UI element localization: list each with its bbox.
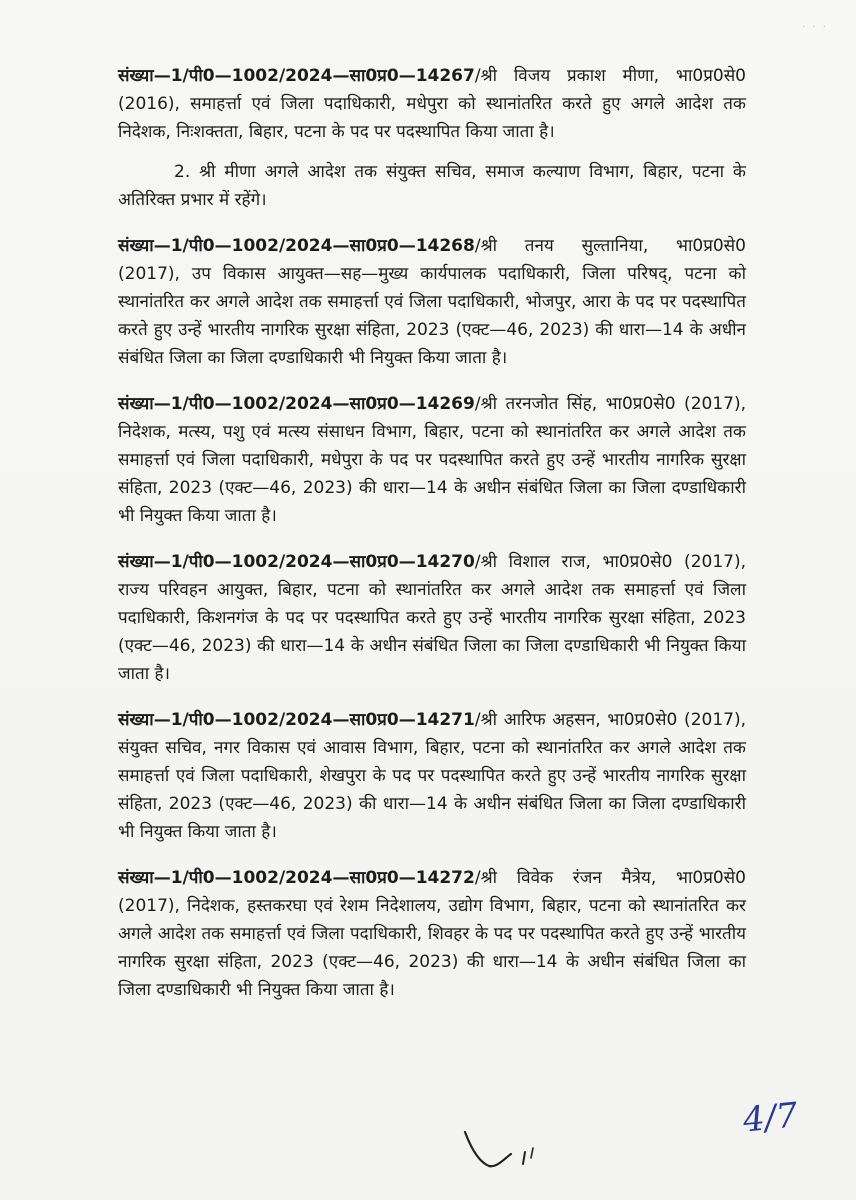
scan-smudge: · · · xyxy=(802,22,828,33)
order-number: संख्या—1/पी0—1002/2024—सा0प्र0—14267 xyxy=(118,66,475,86)
page-number-handwritten: 4/7 xyxy=(741,1095,800,1141)
order-block xyxy=(118,548,746,688)
order-number: संख्या—1/पी0—1002/2024—सा0प्र0—14268 xyxy=(118,236,475,256)
order-paragraph xyxy=(118,232,746,372)
order-paragraph xyxy=(118,62,746,146)
order-block xyxy=(118,864,746,1004)
order-text: /श्री विशाल राज, भा0प्र0से0 (2017), राज्य परिवहन आयुक्त, बिहार, पटना को स्थानांतरित कर अगले आदेश तक समाहर्त्ता एवं जिला पदाधिकारी, किशनगंज के पद पर पदस्थापित करते हुए उन्हें भारतीय नागरिक सुरक्षा संहिता, 2023 (एक्ट—46, 2023) की धारा—14 के अधीन संबंधित जिला का जिला दण्डाधिकारी भी नियुक्त किया जाता है। xyxy=(118,552,746,684)
order-text: /श्री तनय सुल्तानिया, भा0प्र0से0 (2017), उप विकास आयुक्त—सह—मुख्य कार्यपालक पदाधिकारी, जिला परिषद्, पटना को स्थानांतरित कर अगले आदेश तक समाहर्त्ता एवं जिला पदाधिकारी, भोजपुर, आरा के पद पर पदस्थापित करते हुए उन्हें भारतीय नागरिक सुरक्षा संहिता, 2023 (एक्ट—46, 2023) की धारा—14 के अधीन संबंधित जिला का जिला दण्डाधिकारी भी नियुक्त किया जाता है। xyxy=(118,236,746,368)
signature-mark xyxy=(455,1118,565,1178)
order-block xyxy=(118,390,746,530)
order-paragraph xyxy=(118,864,746,1004)
order-text: /श्री आरिफ अहसन, भा0प्र0से0 (2017), संयुक्त सचिव, नगर विकास एवं आवास विभाग, बिहार, पटना को स्थानांतरित कर अगले आदेश तक समाहर्त्ता एवं जिला पदाधिकारी, शेखपुरा के पद पर पदस्थापित करते हुए उन्हें भारतीय नागरिक सुरक्षा संहिता, 2023 (एक्ट—46, 2023) की धारा—14 के अधीन संबंधित जिला का जिला दण्डाधिकारी भी नियुक्त किया जाता है। xyxy=(118,710,746,842)
orders-body xyxy=(118,62,746,1022)
order-block xyxy=(118,62,746,214)
order-text: /श्री विजय प्रकाश मीणा, भा0प्र0से0 (2016), समाहर्त्ता एवं जिला पदाधिकारी, मधेपुरा को स्थानांतरित करते हुए अगले आदेश तक निदेशक, निःशक्तता, बिहार, पटना के पद पर पदस्थापित किया जाता है। xyxy=(118,66,746,142)
order-block xyxy=(118,232,746,372)
order-number: संख्या—1/पी0—1002/2024—सा0प्र0—14269 xyxy=(118,394,475,414)
order-number: संख्या—1/पी0—1002/2024—सा0प्र0—14270 xyxy=(118,552,475,572)
order-block xyxy=(118,706,746,846)
order-text: /श्री तरनजोत सिंह, भा0प्र0से0 (2017), निदेशक, मत्स्य, पशु एवं मत्स्य संसाधन विभाग, बिहार, पटना को स्थानांतरित कर अगले आदेश तक समाहर्त्ता एवं जिला पदाधिकारी, मधेपुरा के पद पर पदस्थापित करते हुए उन्हें भारतीय नागरिक सुरक्षा संहिता, 2023 (एक्ट—46, 2023) की धारा—14 के अधीन संबंधित जिला का जिला दण्डाधिकारी भी नियुक्त किया जाता है। xyxy=(118,394,746,526)
order-number: संख्या—1/पी0—1002/2024—सा0प्र0—14271 xyxy=(118,710,475,730)
order-paragraph xyxy=(118,390,746,530)
order-paragraph xyxy=(118,706,746,846)
order-text: /श्री विवेक रंजन मैत्रेय, भा0प्र0से0 (2017), निदेशक, हस्तकरघा एवं रेशम निदेशालय, उद्योग विभाग, बिहार, पटना को स्थानांतरित कर अगले आदेश तक समाहर्त्ता एवं जिला पदाधिकारी, शिवहर के पद पर पदस्थापित करते हुए उन्हें भारतीय नागरिक सुरक्षा संहिता, 2023 (एक्ट—46, 2023) की धारा—14 के अधीन संबंधित जिला का जिला दण्डाधिकारी भी नियुक्त किया जाता है। xyxy=(118,868,746,1000)
sub-paragraph: 2. श्री मीणा अगले आदेश तक संयुक्त सचिव, समाज कल्याण विभाग, बिहार, पटना के अतिरिक्त प्रभार में रहेंगे। xyxy=(118,162,746,210)
order-number: संख्या—1/पी0—1002/2024—सा0प्र0—14272 xyxy=(118,868,475,888)
order-paragraph xyxy=(118,548,746,688)
